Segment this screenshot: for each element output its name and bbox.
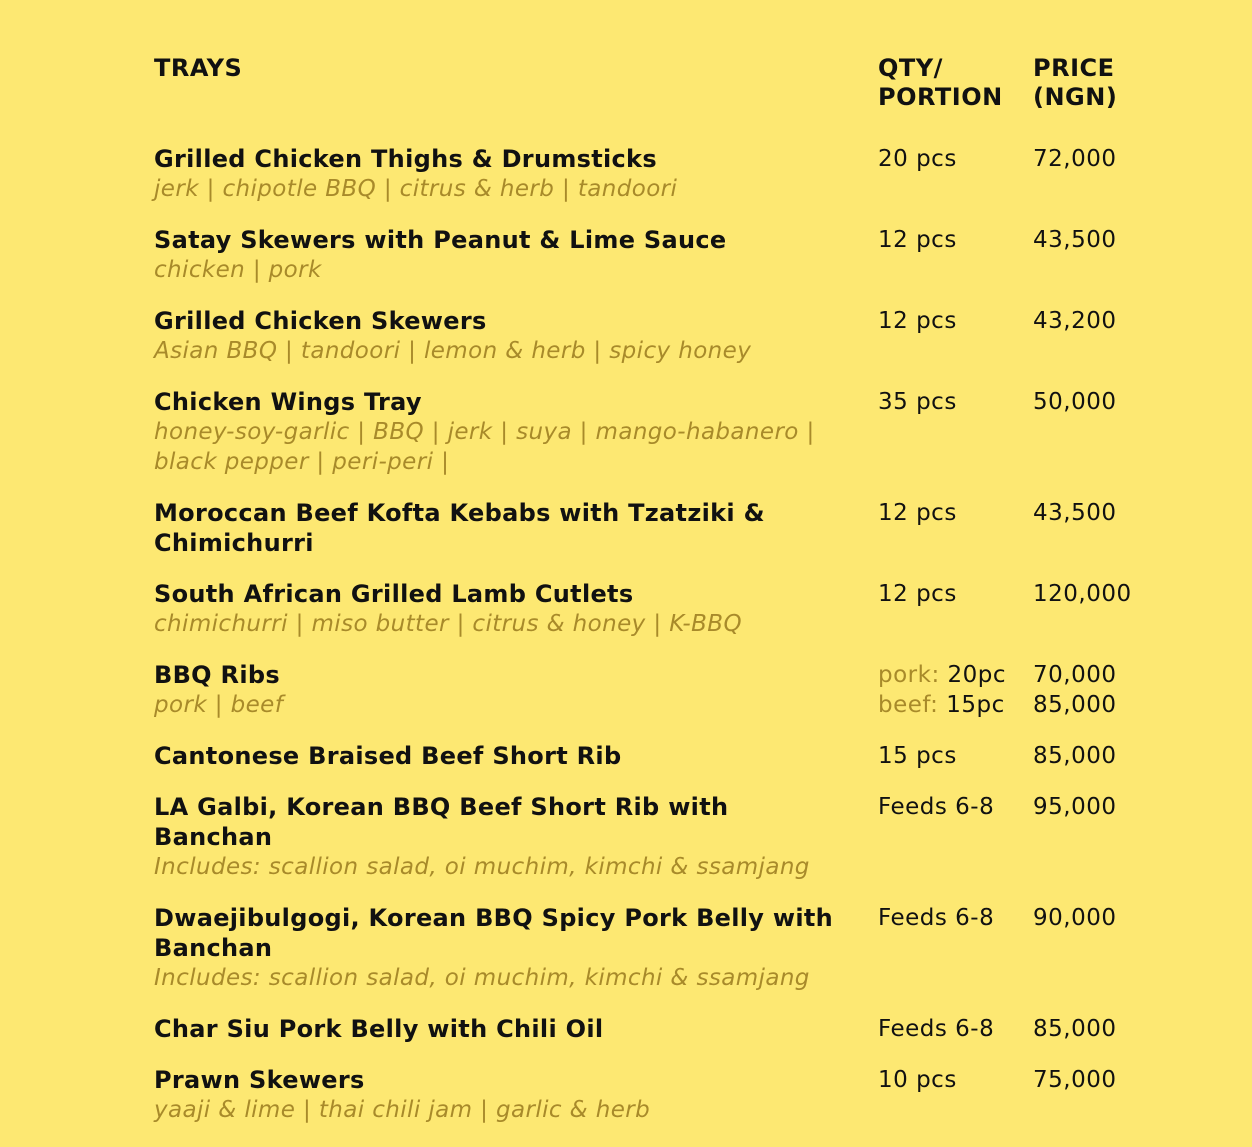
item-description: yaaji & lime | thai chili jam | garlic & herb bbox=[154, 1097, 651, 1123]
menu-item bbox=[154, 741, 1214, 771]
item-name: Chicken Wings Tray bbox=[154, 388, 422, 416]
item-name: Prawn Skewers bbox=[154, 1066, 365, 1094]
item-price: 43,200 bbox=[1033, 308, 1117, 334]
item-name: BBQ Ribs bbox=[154, 661, 280, 689]
item-qty: 15 pcs bbox=[878, 743, 957, 769]
item-description: jerk | chipotle BBQ | citrus & herb | tandoori bbox=[154, 176, 678, 202]
item-price: 85,000 bbox=[1033, 1016, 1117, 1042]
menu-item bbox=[154, 792, 1214, 882]
item-qty: 10 pcs bbox=[878, 1067, 957, 1093]
menu-item bbox=[154, 306, 1214, 366]
item-price: 43,500 bbox=[1033, 500, 1117, 526]
item-price: 85,000 bbox=[1033, 743, 1117, 769]
item-price: 120,000 bbox=[1033, 581, 1132, 607]
header-qty-line1: QTY/ bbox=[878, 54, 943, 82]
item-name: Cantonese Braised Beef Short Rib bbox=[154, 742, 622, 770]
item-price-line: 85,000 bbox=[1033, 692, 1117, 718]
item-qty: 12 pcs bbox=[878, 227, 957, 253]
item-description: chicken | pork bbox=[154, 257, 322, 283]
item-qty-label: beef: bbox=[878, 692, 939, 718]
item-price: 75,000 bbox=[1033, 1067, 1117, 1093]
header-price-line1: PRICE bbox=[1033, 54, 1115, 82]
menu-header bbox=[154, 54, 1214, 144]
item-price bbox=[1033, 660, 1116, 720]
menu-item bbox=[154, 225, 1214, 285]
item-name: Grilled Chicken Thighs & Drumsticks bbox=[154, 145, 657, 173]
menu-item bbox=[154, 903, 1214, 993]
item-price: 72,000 bbox=[1033, 146, 1117, 172]
item-qty: 12 pcs bbox=[878, 500, 957, 526]
item-name: Grilled Chicken Skewers bbox=[154, 307, 487, 335]
menu-item bbox=[154, 144, 1214, 204]
item-qty-label: pork: bbox=[878, 662, 940, 688]
item-name: Satay Skewers with Peanut & Lime Sauce bbox=[154, 226, 727, 254]
item-name: Dwaejibulgogi, Korean BBQ Spicy Pork Belly with Banchan bbox=[154, 904, 834, 962]
item-qty-line bbox=[878, 690, 1006, 720]
item-price: 95,000 bbox=[1033, 794, 1117, 820]
item-qty: 20 pcs bbox=[878, 146, 957, 172]
item-qty-line bbox=[878, 660, 1006, 690]
item-qty: 35 pcs bbox=[878, 389, 957, 415]
menu-item bbox=[154, 498, 1214, 558]
item-name: Moroccan Beef Kofta Kebabs with Tzatziki & Chimichurri bbox=[154, 499, 765, 557]
item-price: 50,000 bbox=[1033, 389, 1117, 415]
item-description: Includes: scallion salad, oi muchim, kimchi & ssamjang bbox=[154, 854, 810, 880]
item-price: 90,000 bbox=[1033, 905, 1117, 931]
item-qty: Feeds 6-8 bbox=[878, 794, 995, 820]
item-description: honey-soy-garlic | BBQ | jerk | suya | mango-habanero | black pepper | peri-peri | bbox=[154, 419, 815, 475]
item-description: pork | beef bbox=[154, 692, 284, 718]
menu-item bbox=[154, 387, 1214, 477]
item-qty: Feeds 6-8 bbox=[878, 1016, 995, 1042]
item-qty-value: 20pc bbox=[947, 662, 1007, 688]
menu-item bbox=[154, 579, 1214, 639]
item-price-line: 70,000 bbox=[1033, 662, 1117, 688]
item-qty-value: 15pc bbox=[946, 692, 1005, 718]
header-qty-line2: PORTION bbox=[878, 83, 1003, 111]
item-name: LA Galbi, Korean BBQ Beef Short Rib with Banchan bbox=[154, 793, 729, 851]
header-price-line2: (NGN) bbox=[1033, 83, 1118, 111]
menu-items bbox=[154, 144, 1214, 1125]
item-qty: 12 pcs bbox=[878, 308, 957, 334]
item-name: Char Siu Pork Belly with Chili Oil bbox=[154, 1015, 604, 1043]
item-description: chimichurri | miso butter | citrus & honey | K-BBQ bbox=[154, 611, 742, 637]
menu-item bbox=[154, 660, 1214, 720]
menu-table bbox=[154, 54, 1214, 1125]
menu-item bbox=[154, 1014, 1214, 1044]
header-qty bbox=[878, 54, 1003, 112]
header-trays-label: TRAYS bbox=[154, 54, 243, 82]
item-qty bbox=[878, 660, 1006, 720]
item-qty: Feeds 6-8 bbox=[878, 905, 995, 931]
item-description: Includes: scallion salad, oi muchim, kimchi & ssamjang bbox=[154, 965, 810, 991]
header-trays bbox=[154, 54, 242, 83]
item-name: South African Grilled Lamb Cutlets bbox=[154, 580, 634, 608]
item-qty: 12 pcs bbox=[878, 581, 957, 607]
item-description: Asian BBQ | tandoori | lemon & herb | spicy honey bbox=[154, 338, 752, 364]
menu-item bbox=[154, 1065, 1214, 1125]
header-price bbox=[1033, 54, 1117, 112]
item-price: 43,500 bbox=[1033, 227, 1117, 253]
